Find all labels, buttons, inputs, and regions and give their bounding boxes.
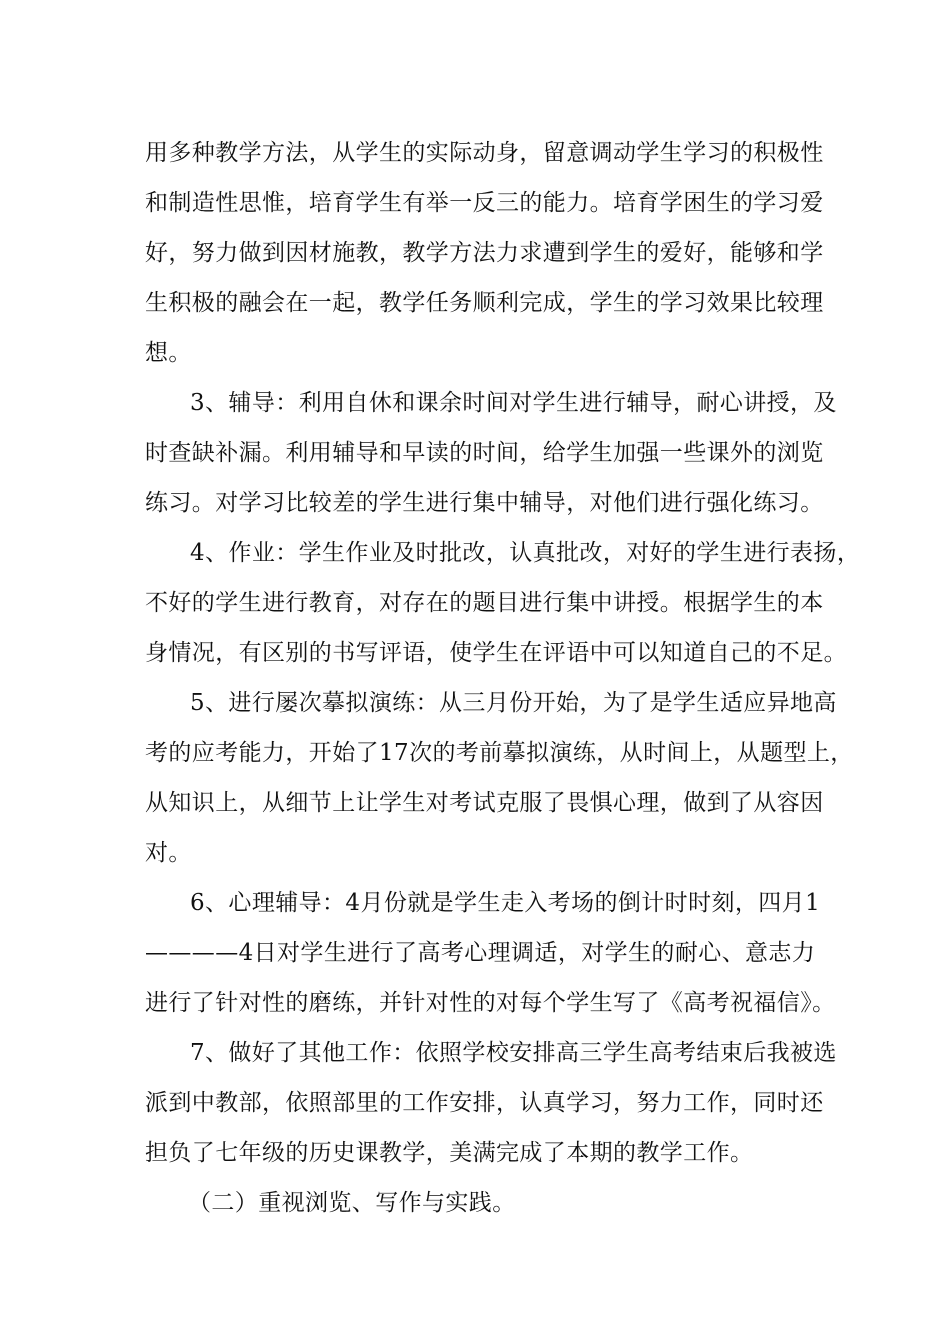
paragraph-4-first-line: 4、作业：学生作业及时批改，认真批改，对好的学生进行表扬，: [190, 540, 861, 566]
paragraph-7-first-line: 7、做好了其他工作：依照学校安排高三学生高考结束后我被选: [190, 1040, 837, 1066]
text-line: 想。: [145, 340, 192, 366]
text-line: 练习。对学习比较差的学生进行集中辅导，对他们进行强化练习。: [145, 490, 824, 516]
text-line: 考的应考能力，开始了17次的考前摹拟演练，从时间上，从题型上，: [145, 740, 854, 766]
text-line: 不好的学生进行教育，对存在的题目进行集中讲授。根据学生的本: [145, 590, 824, 616]
paragraph-6-first-line: 6、心理辅导：4月份就是学生走入考场的倒计时时刻，四月1: [190, 890, 821, 916]
section-heading: （二）重视浏览、写作与实践。: [188, 1190, 516, 1216]
text-line: 进行了针对性的磨练，并针对性的对每个学生写了《高考祝福信》。: [145, 990, 836, 1016]
text-line: 对。: [145, 840, 192, 866]
text-line: 从知识上，从细节上让学生对考试克服了畏惧心理，做到了从容因: [145, 790, 824, 816]
text-line: 和制造性思惟，培育学生有举一反三的能力。培育学困生的学习爱: [145, 190, 824, 216]
text-line: ————4日对学生进行了高考心理调适，对学生的耐心、意志力: [145, 940, 816, 966]
paragraph-3-first-line: 3、辅导：利用自休和课余时间对学生进行辅导，耐心讲授，及: [190, 390, 837, 416]
text-line: 担负了七年级的历史课教学，美满完成了本期的教学工作。: [145, 1140, 754, 1166]
text-line: 身情况，有区别的书写评语，使学生在评语中可以知道自己的不足。: [145, 640, 847, 666]
text-line: 用多种教学方法，从学生的实际动身，留意调动学生学习的积极性: [145, 140, 824, 166]
paragraph-5-first-line: 5、进行屡次摹拟演练：从三月份开始，为了是学生适应异地高: [190, 690, 837, 716]
text-line: 时查缺补漏。利用辅导和早读的时间，给学生加强一些课外的浏览: [145, 440, 824, 466]
text-line: 好，努力做到因材施教，教学方法力求遭到学生的爱好，能够和学: [145, 240, 824, 266]
text-line: 生积极的融会在一起，教学任务顺利完成，学生的学习效果比较理: [145, 290, 824, 316]
text-line: 派到中教部，依照部里的工作安排，认真学习，努力工作，同时还: [145, 1090, 824, 1116]
